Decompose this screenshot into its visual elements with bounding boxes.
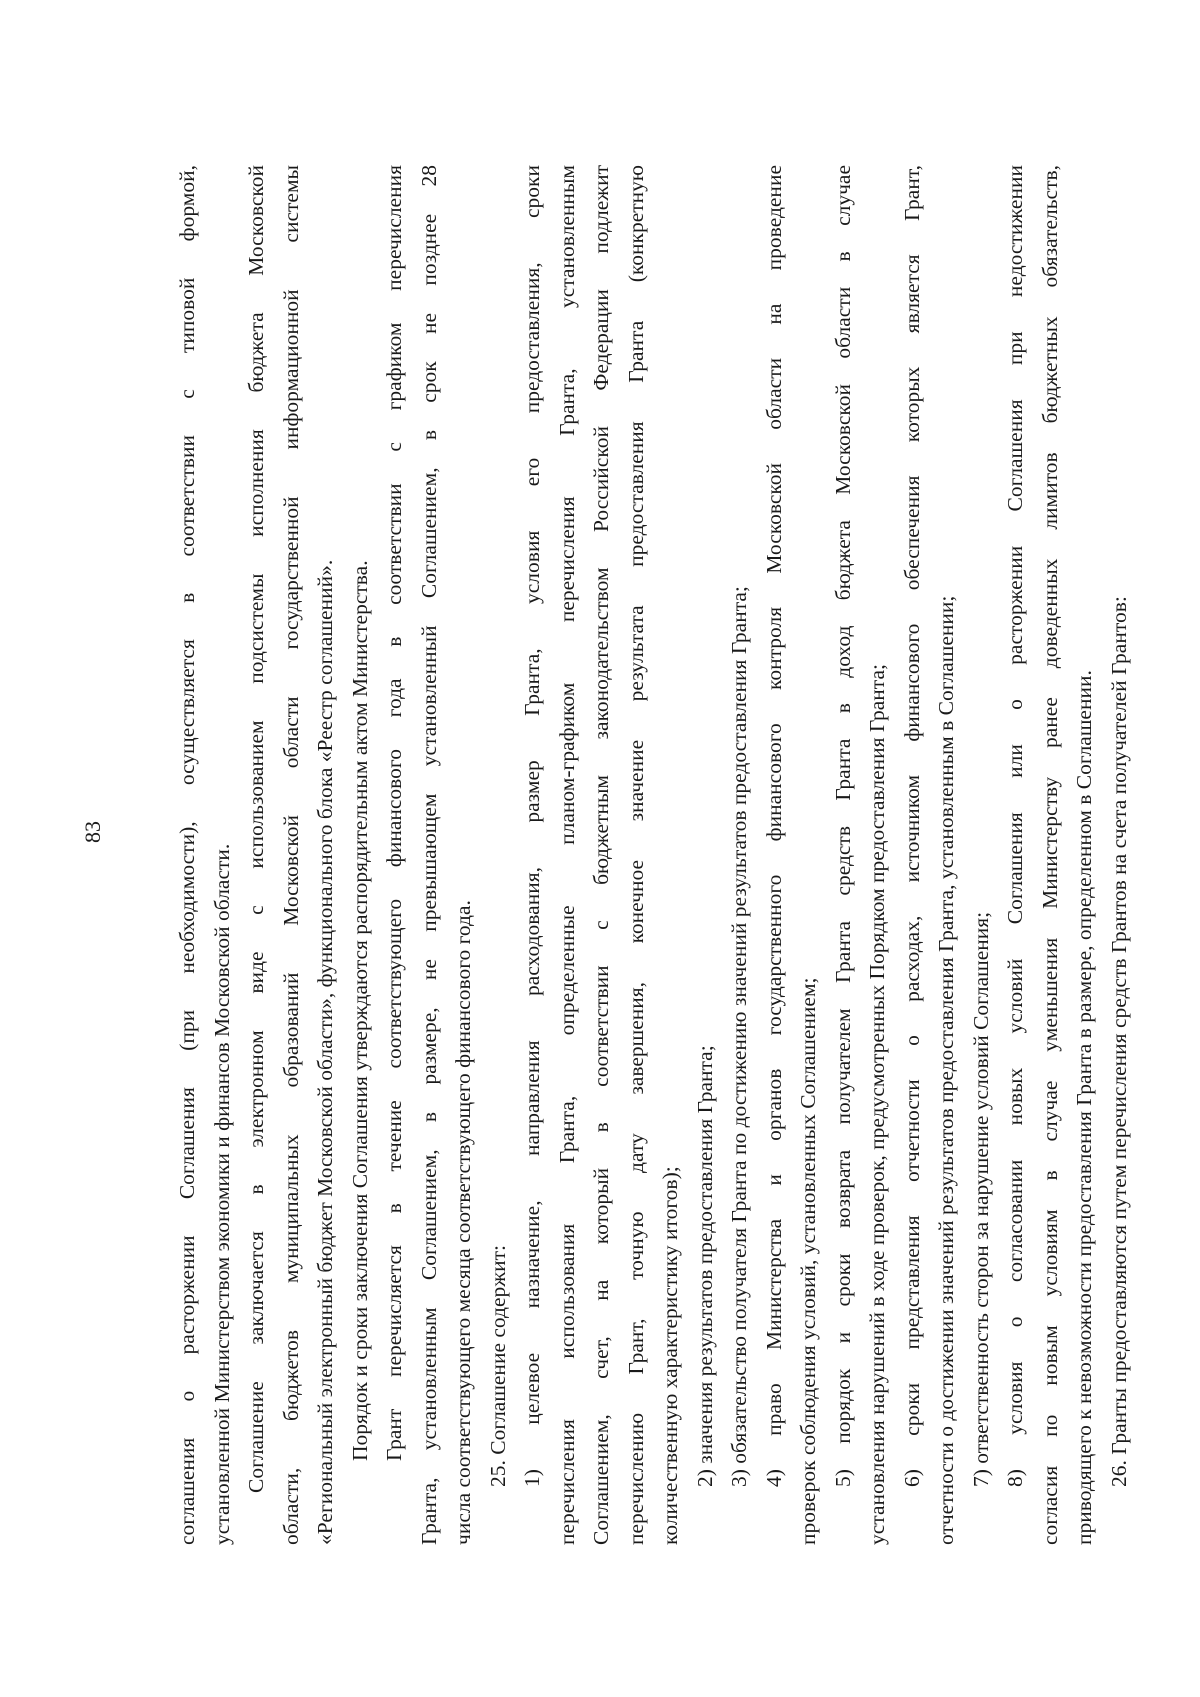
text-line: согласия по новым условиям в случае уменьшения Министерству ранее доведенных лимитов бюджетных обязательств, xyxy=(1037,165,1062,1545)
text-line: 4) право Министерства и органов государственного финансового контроля Московской области на проведение xyxy=(761,165,786,1487)
text-line: 8) условия о согласовании новых условий Соглашения или о расторжении Соглашения при недостижении xyxy=(1003,165,1027,1487)
text-line: 26. Гранты предоставляются путем перечисления средств Грантов на счета получателей Грантов: xyxy=(1106,596,1131,1487)
text-line: установления нарушений в ходе проверок, предусмотренных Порядком предоставления Гранта; xyxy=(865,664,889,1545)
text-line: 1) целевое назначение, направления расходования, размер Гранта, условия его предоставления, сроки xyxy=(520,165,544,1487)
text-line: Гранта, установленным Соглашением, в размере, не превышающем установленный Соглашением, в срок не позднее 28 xyxy=(416,165,441,1545)
text-line: перечисления использования Гранта, определенные планом-графиком перечисления Гранта, установленным xyxy=(554,165,579,1545)
text-line: 6) сроки представления отчетности о расходах, источником финансового обеспечения которых является Грант, xyxy=(899,165,924,1487)
text-line: 5) порядок и сроки возврата получателем Гранта средств Гранта в доход бюджета Московской области в случае xyxy=(830,165,855,1487)
text-line: 3) обязательство получателя Гранта по достижению значений результатов предоставления Гранта; xyxy=(727,586,751,1487)
text-line: 25. Соглашение содержит: xyxy=(485,1244,510,1487)
text-line: проверок соблюдения условий, установленных Соглашением; xyxy=(796,977,820,1545)
text-line: «Региональный электронный бюджет Московской области», функционального блока «Реестр соглашений». xyxy=(313,559,337,1545)
text-line: отчетности о достижении значений результатов предоставления Гранта, установленным в Соглашении; xyxy=(934,595,958,1545)
text-line: числа соответствующего месяца соответствующего финансового года. xyxy=(451,900,475,1545)
text-line: приводящего к невозможности предоставления Гранта в размере, определенном в Соглашении. xyxy=(1072,670,1096,1545)
text-line: Грант перечисляется в течение соответствующего финансового года в соответствии с графиком перечисления xyxy=(382,165,406,1461)
text-line: Соглашением, счет, на который в соответствии с бюджетным законодательством Российской Федерации подлежит xyxy=(589,165,613,1545)
text-line: 7) ответственность сторон за нарушение условий Соглашения; xyxy=(968,911,993,1487)
text-line: Соглашение заключается в электронном виде с использованием подсистемы исполнения бюджета Московской xyxy=(244,165,268,1493)
rotated-text-block xyxy=(170,165,1136,1545)
text-line: 2) значения результатов предоставления Гранта; xyxy=(692,1045,717,1487)
text-line: установленной Министерством экономики и финансов Московской области. xyxy=(209,843,234,1545)
text-line: области, бюджетов муниципальных образований Московской области государственной информационной системы xyxy=(278,165,303,1545)
text-line: перечислению Грант, точную дату завершения, конечное значение результата предоставления Гранта (конкретную xyxy=(623,165,648,1545)
text-line: соглашения о расторжении Соглашения (при необходимости), осуществляется в соответствии с типовой формой, xyxy=(175,165,199,1545)
text-line: Порядок и сроки заключения Соглашения утверждаются распорядительным актом Министерства. xyxy=(347,560,372,1461)
page-number: 83 xyxy=(80,821,105,843)
text-line: количественную характеристику итогов); xyxy=(658,1166,682,1545)
